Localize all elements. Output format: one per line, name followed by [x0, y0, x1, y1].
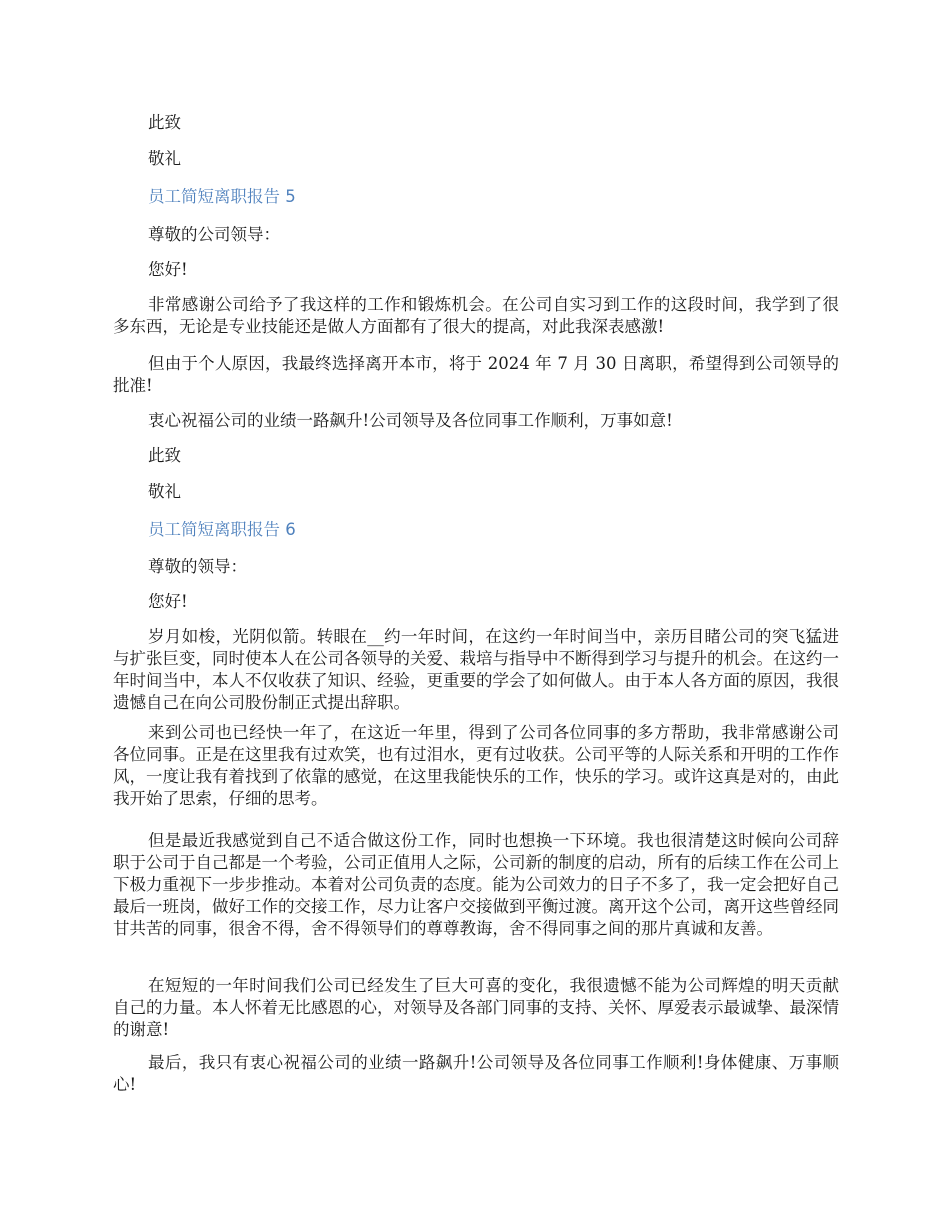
paragraph: 但由于个人原因，我最终选择离开本市，将于 2024 年 7 月 30 日离职，希望得到公司领导的批准! — [113, 354, 839, 395]
paragraph: 最后，我只有衷心祝福公司的业绩一路飙升!公司领导及各位同事工作顺利!身体健康、万事顺心! — [113, 1053, 839, 1094]
salutation: 尊敬的领导： — [148, 557, 247, 576]
greeting: 您好! — [148, 592, 188, 611]
closing-line-1: 此致 — [148, 113, 181, 132]
paragraph: 但是最近我感觉到自己不适合做这份工作，同时也想换一下环境。我也很清楚这时候向公司辞职于公司于自己都是一个考验，公司正值用人之际，公司新的制度的启动，所有的后续工作在公司上下极力重视下一步步推动。本着对公司负责的态度。能为公司效力的日子不多了，我一定会把好自己最后一班岗，做好工作的交接工作，尽力让客户交接做到平衡过渡。离开这个公司，离开这些曾经同甘共苦的同事，很舍不得，舍不得领导们的尊尊教诲，舍不得同事之间的那片真诚和友善。 — [113, 831, 839, 938]
paragraph: 岁月如梭，光阴似箭。转眼在__约一年时间，在这约一年时间当中，亲历目睹公司的突飞猛进与扩张巨变，同时使本人在公司各领导的关爱、栽培与指导中不断得到学习与提升的机会。在这约一年时间当中，本人不仅收获了知识、经验，更重要的学会了如何做人。由于本人各方面的原因，我很遗憾自己在向公司股份制正式提出辞职。 — [113, 627, 839, 712]
closing-line-2: 敬礼 — [148, 482, 181, 501]
section-heading-6: 员工简短离职报告 6 — [148, 520, 296, 539]
closing-line-1: 此致 — [148, 446, 181, 465]
salutation: 尊敬的公司领导： — [148, 225, 280, 244]
closing-line-2: 敬礼 — [148, 149, 181, 168]
paragraph: 非常感谢公司给予了我这样的工作和锻炼机会。在公司自实习到工作的这段时间，我学到了很多东西，无论是专业技能还是做人方面都有了很大的提高，对此我深表感激! — [113, 295, 839, 336]
greeting: 您好! — [148, 260, 188, 279]
section-heading-5: 员工简短离职报告 5 — [148, 187, 296, 206]
paragraph: 在短短的一年时间我们公司已经发生了巨大可喜的变化，我很遗憾不能为公司辉煌的明天贡献自己的力量。本人怀着无比感恩的心，对领导及各部门同事的支持、关怀、厚爱表示最诚挚、最深情的谢意! — [113, 976, 839, 1039]
paragraph: 衷心祝福公司的业绩一路飙升!公司领导及各位同事工作顺利，万事如意! — [148, 411, 673, 430]
paragraph: 来到公司也已经快一年了，在这近一年里，得到了公司各位同事的多方帮助，我非常感谢公司各位同事。正是在这里我有过欢笑，也有过泪水，更有过收获。公司平等的人际关系和开明的工作作风，一度让我有着找到了依靠的感觉，在这里我能快乐的工作，快乐的学习。或许这真是对的，由此我开始了思索，仔细的思考。 — [113, 723, 839, 808]
